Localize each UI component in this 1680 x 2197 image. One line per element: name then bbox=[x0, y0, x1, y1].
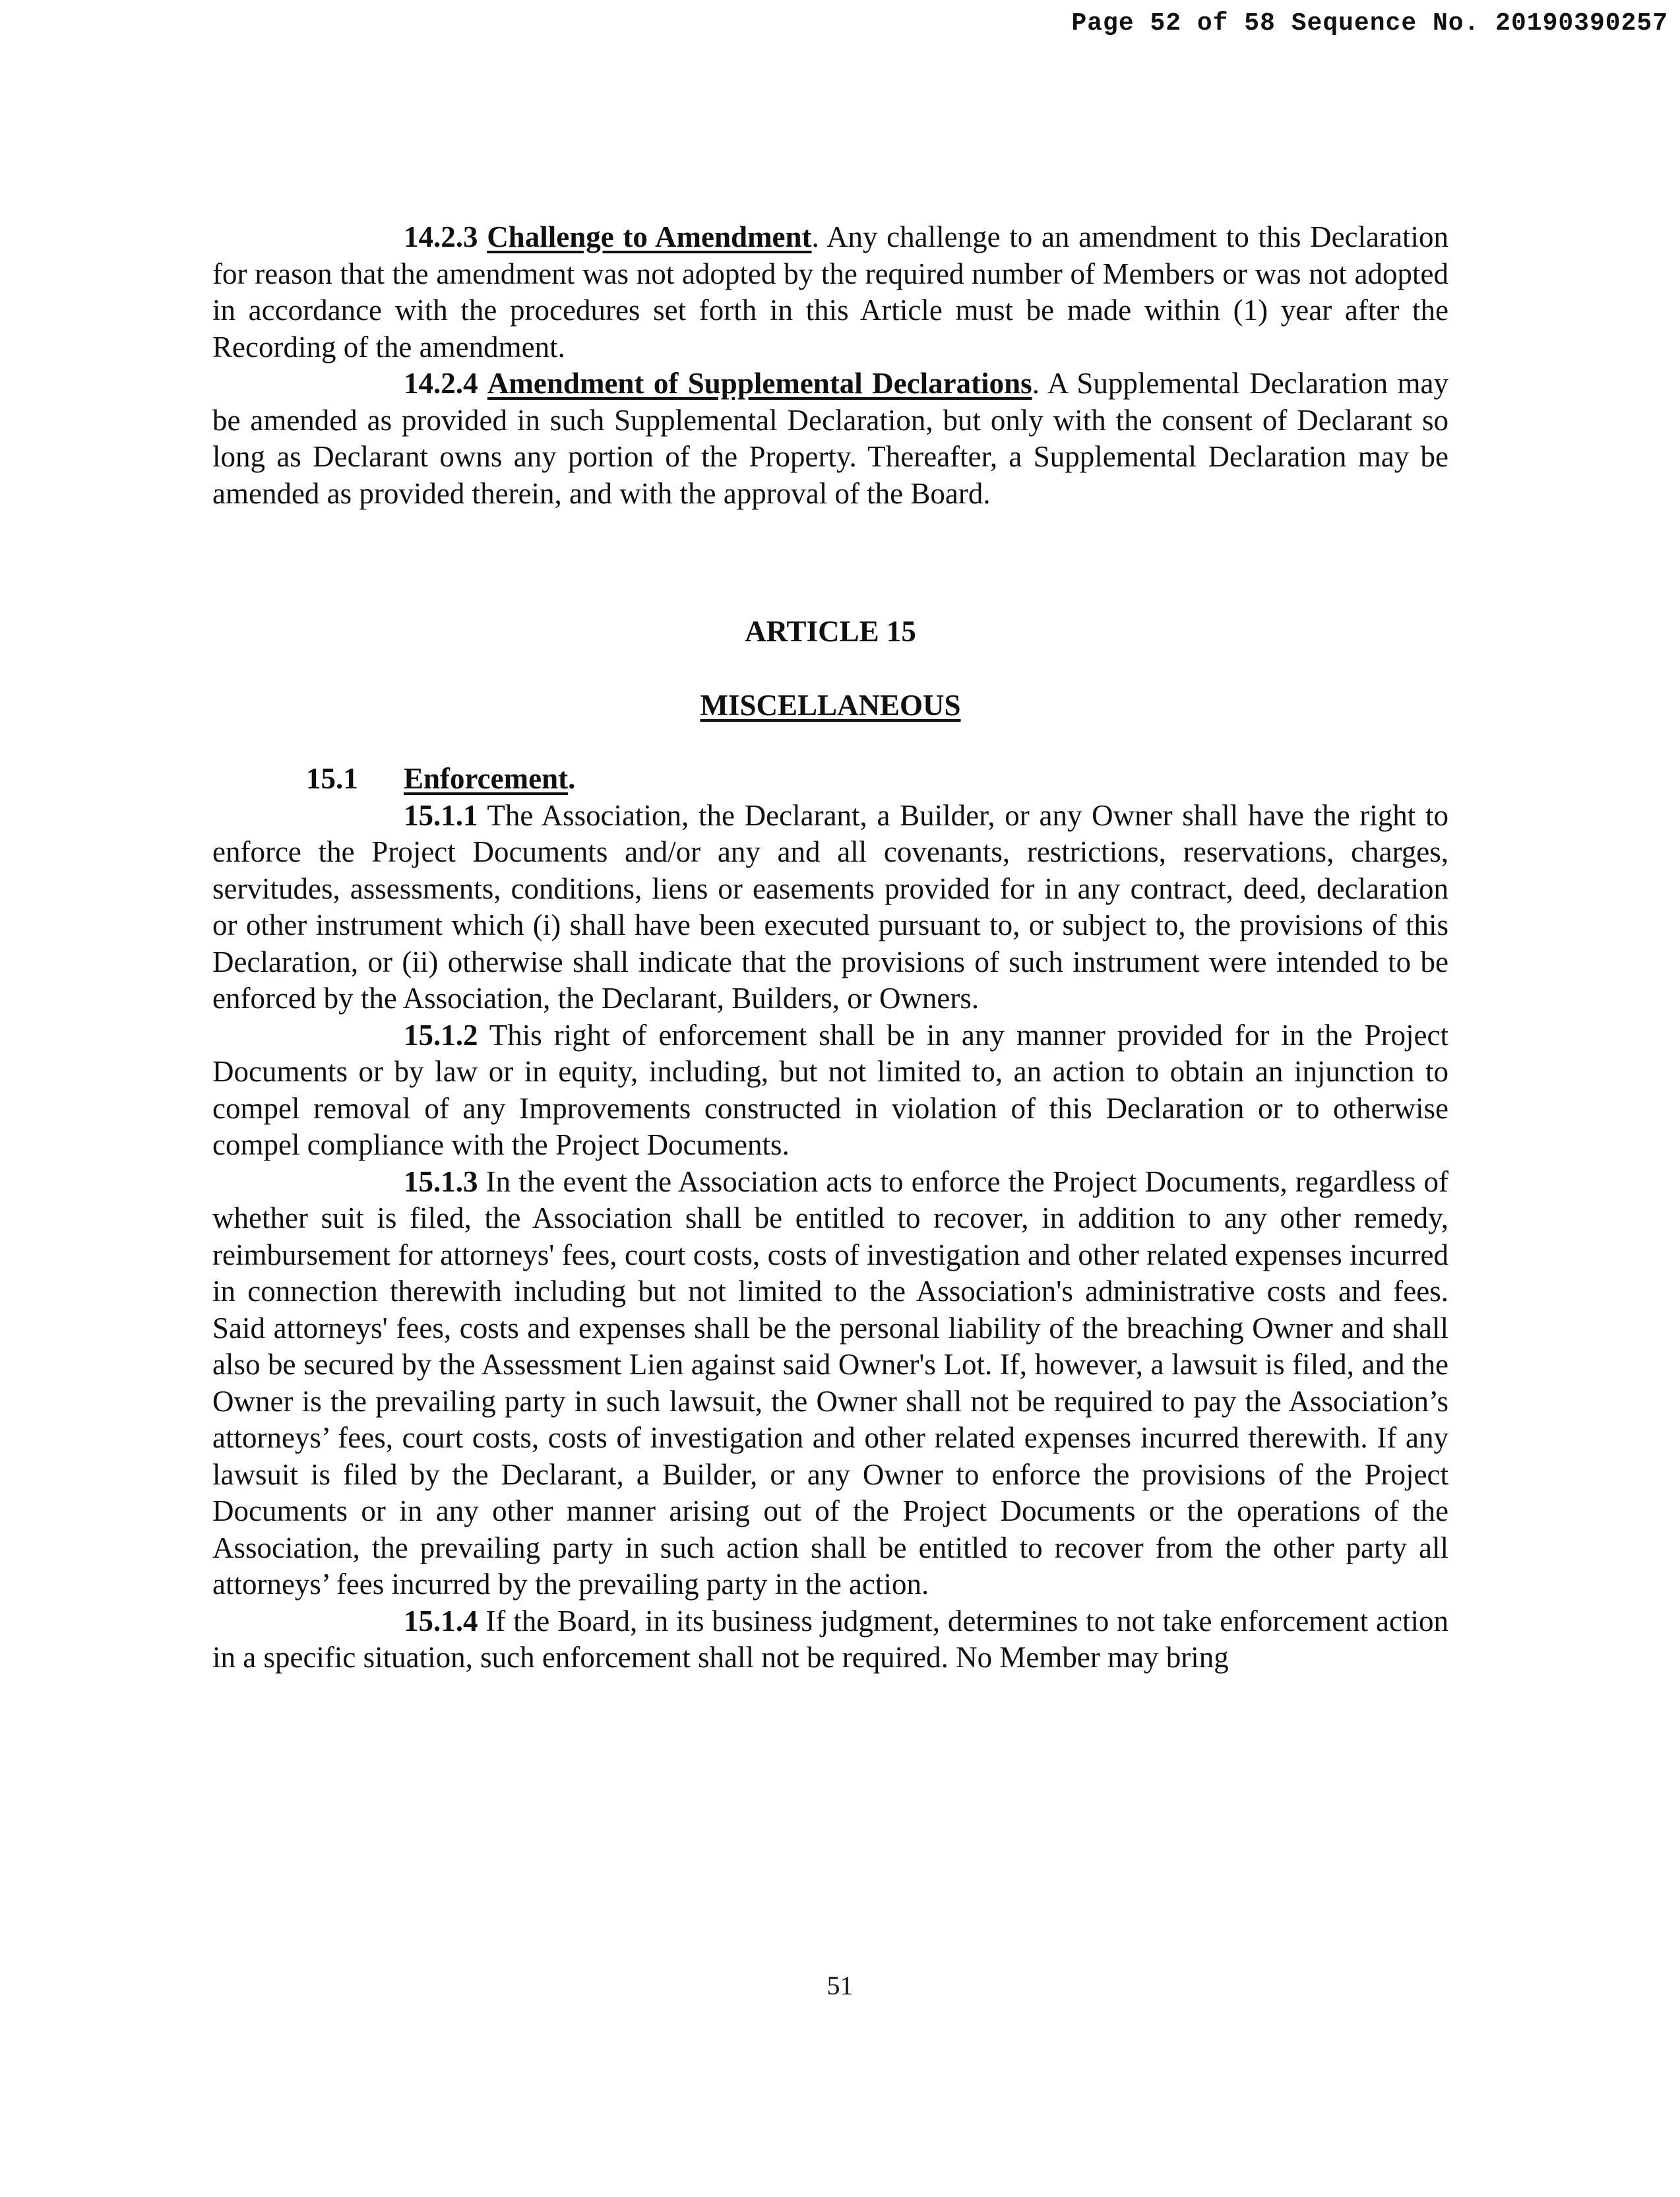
section-number: 15.1.1 bbox=[404, 798, 478, 832]
document-body bbox=[212, 219, 1448, 1676]
section-text: This right of enforcement shall be in any manner provided for in the Project Documents or by law or in equity, including, but not limited to, an action to obtain an injunction to compel removal of any Improvements constructed in violation of this Declaration or to otherwise compel compliance with the Project Documents. bbox=[212, 1018, 1449, 1161]
section-number: 15.1.3 bbox=[404, 1164, 478, 1198]
section-number: 14.2.3 bbox=[404, 220, 478, 253]
paragraph-15-1-2 bbox=[212, 1017, 1448, 1164]
paragraph-14-2-3: 14.2.3 Challenge to Amendment. Any challenge to an amendment to this Declaration for reason that the amendment was not adopted by the required number of Members or was not adopted in accordance with the procedures set forth in this Article must be made within (1) year after the Recording of the amendment. bbox=[212, 220, 1448, 364]
section-text: In the event the Association acts to enforce the Project Documents, regardless of whether suit is filed, the Association shall be entitled to recover, in addition to any other remedy, reimbursement for attorneys' fees, court costs, costs of investigation and other related expenses incurred in connection therewith including but not limited to the Association's administrative costs and fees. Said attorneys' fees, costs and expenses shall be the personal liability of the breaching Owner and shall also be secured by the Assessment Lien against said Owner's Lot. If, however, a lawsuit is filed, and the Owner is the prevailing party in such lawsuit, the Owner shall not be required to pay the Association’s attorneys’ fees, court costs, costs of investigation and other related expenses incurred therewith. If any lawsuit is filed by the Declarant, a Builder, or any Owner to enforce the provisions of the Project Documents or in any other manner arising out of the Project Documents or the operations of the Association, the prevailing party in such action shall be entitled to recover from the other party all attorneys’ fees incurred by the prevailing party in the action. bbox=[212, 1164, 1448, 1601]
section-heading: Enforcement bbox=[404, 762, 569, 795]
page-number: 51 bbox=[826, 1971, 854, 2000]
section-number: 15.1.2 bbox=[404, 1018, 478, 1052]
section-text: If the Board, in its business judgment, determines to not take enforcement action in a specific situation, such enforcement shall not be required. No Member may bring bbox=[212, 1604, 1448, 1674]
section-number: 14.2.4 bbox=[404, 367, 478, 400]
section-text: A Supplemental Declaration may be amended as provided in such Supplemental Declaration, but only with the consent of Declarant so long as Declarant owns any portion of the Property. Thereafter, a Supplemental Declaration may be amended as provided therein, and with the approval of the Board. bbox=[212, 367, 1448, 510]
paragraph-14-2-4: 14.2.4 Amendment of Supplemental Declarations. A Supplemental Declaration may be amended as provided in such Supplemental Declaration, but only with the consent of Declarant so long as Declarant owns any portion of the Property. Thereafter, a Supplemental Declaration may be amended as provided therein, and with the approval of the Board. bbox=[212, 367, 1448, 510]
section-heading: Amendment of Supplemental Declarations bbox=[487, 367, 1032, 400]
article-label: ARTICLE 15 bbox=[745, 615, 916, 648]
section-number: 15.1.4 bbox=[404, 1604, 478, 1638]
section-heading-15-1: 15.1 Enforcement. bbox=[212, 761, 1448, 798]
section-text: The Association, the Declarant, a Builder, or any Owner shall have the right to enforce the Project Documents and/or any and all covenants, restrictions, reservations, charges, servitudes, assessments, conditions, liens or easements provided for in any contract, deed, declaration or other instrument which (i) shall have been executed pursuant to, or subject to, the provisions of this Declaration, or (ii) otherwise shall indicate that the provisions of such instrument were intended to be enforced by the Association, the Declarant, Builders, or Owners. bbox=[212, 798, 1448, 1015]
page-sequence-header: Page 52 of 58 Sequence No. 20190390257 bbox=[1071, 9, 1668, 38]
article-title: MISCELLANEOUS bbox=[700, 688, 961, 722]
section-heading: Challenge to Amendment bbox=[487, 220, 812, 253]
section-text: Any challenge to an amendment to this Declaration for reason that the amendment was not adopted by the required number of Members or was not adopted in accordance with the procedures set forth in this Article must be made within (1) year after the Recording of the amendment. bbox=[212, 220, 1448, 364]
section-number: 15.1 bbox=[306, 762, 358, 795]
paragraph-15-1-4 bbox=[212, 1603, 1448, 1676]
paragraph-15-1-1 bbox=[212, 798, 1448, 1017]
paragraph-15-1-3 bbox=[212, 1164, 1448, 1603]
